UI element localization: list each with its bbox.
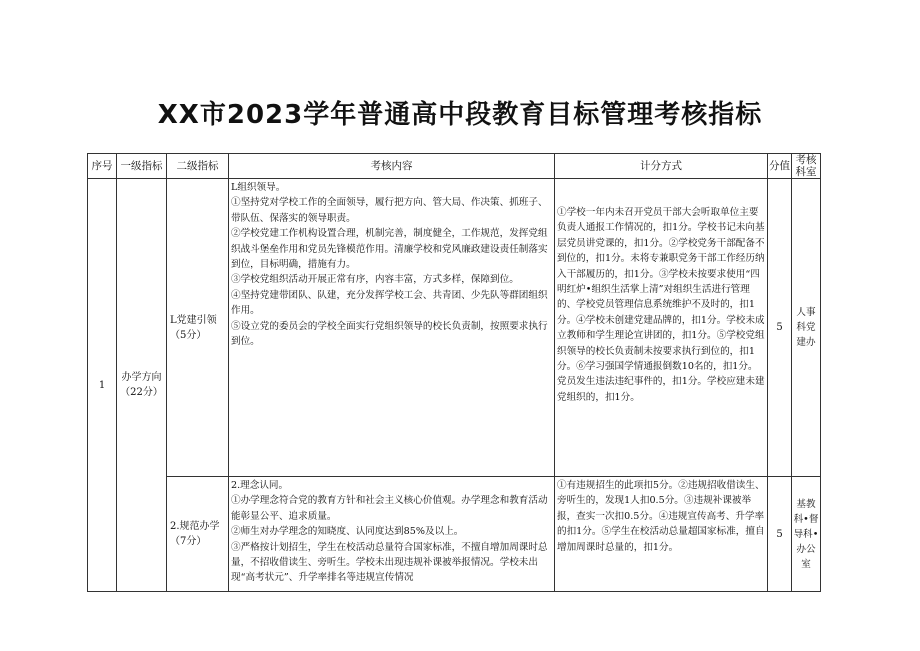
header-scoring: 计分方式: [555, 154, 768, 179]
row-dept: 基教科•督导科•办公室: [792, 477, 821, 592]
content-line: ③学校党组织活动开展正常有序，内容丰富，方式多样，保障到位。: [231, 274, 519, 286]
content-line: ①坚持党对学校工作的全面领导，履行把方向、管大局、作决策、抓班子、带队伍、保落实的领导职责。: [231, 197, 548, 224]
table-header-row: [88, 154, 821, 179]
row-content: [229, 179, 555, 477]
row-level1: 办学方向（22分）: [117, 179, 167, 592]
header-score: 分值: [768, 154, 792, 179]
row-content: [229, 477, 555, 592]
row-dept: 人事科党建办: [792, 179, 821, 477]
row-score: 5: [768, 477, 792, 592]
content-line: 2.理念认同。: [231, 480, 289, 491]
header-level2: 二级指标: [167, 154, 229, 179]
table-row: [88, 477, 821, 592]
content-line: ②学校党建工作机构设置合理，机制完善，制度健全，工作规范，发挥党组织战斗堡垒作用和党员先锋模范作用。清廉学校和党风廉政建设责任制落实到位，目标明确，措施有力。: [231, 228, 548, 271]
header-seq: 序号: [88, 154, 117, 179]
row-scoring: ①有违规招生的此项扣5分。②违规招收借读生、旁听生的，发现1人扣0.5分。③违规补课被举报，查实一次扣0.5分。④违规宣传高考、升学率的扣1分。⑤学生在校活动总量超国家标准，擅自增加周课时总量的，扣1分。: [555, 477, 768, 592]
header-level1: 一级指标: [117, 154, 167, 179]
row-score: 5: [768, 179, 792, 477]
content-line: ⑤设立党的委员会的学校全面实行党组织领导的校长负责制，按照要求执行到位。: [231, 320, 548, 348]
assessment-table: [87, 153, 821, 592]
row-seq: 1: [88, 179, 117, 592]
content-line: ④坚持党建带团队、队建，充分发挥学校工会、共青团、少先队等群团组织作用。: [231, 289, 548, 317]
content-line: ①办学理念符合党的教育方针和社会主义核心价值观。办学理念和教育活动能彰显公平、追求质量。: [231, 495, 548, 522]
header-dept: 考核科室: [792, 154, 821, 179]
content-line: L组织领导。: [231, 182, 286, 193]
table-row: [88, 179, 821, 477]
row-level2: L党建引领（5分）: [167, 179, 229, 477]
content-line: ③严格按计划招生，学生在校活动总量符合国家标准，不擅自增加周课时总量，不招收借读生、旁听生。学校未出现违规补课被举报情况。学校未出现“高考状元”、升学率排名等违规宣传情况: [231, 541, 548, 584]
page-title: XX市2023学年普通高中段教育目标管理考核指标: [157, 100, 763, 130]
row-level2: 2.规范办学（7分）: [167, 477, 229, 592]
row-scoring: ①学校一年内未召开党员干部大会听取单位主要负责人通报工作情况的，扣1分。学校书记未向基层党员讲党课的，扣1分。②学校党务干部配备不到位的，扣1分。未将专兼职党务干部工作经历纳入干部履历的，扣1分。③学校未按要求使用“四明红炉•组织生活掌上清”对组织生活进行管理的、学校党员管理信息系统维护不及时的，扣1分。④学校未创建党建品牌的，扣1分。学校未成立教师和学生理论宣讲团的，扣1分。⑤学校党组织领导的校长负责制未按要求执行到位的，扣1分。⑥学习强国学情通报倒数10名的，扣1分。党员发生违法违纪事件的，扣1分。学校应建未建党组织的，扣1分。: [555, 179, 768, 477]
header-content: 考核内容: [229, 154, 555, 179]
content-line: ②师生对办学理念的知晓度、认同度达到85%及以上。: [231, 526, 464, 538]
